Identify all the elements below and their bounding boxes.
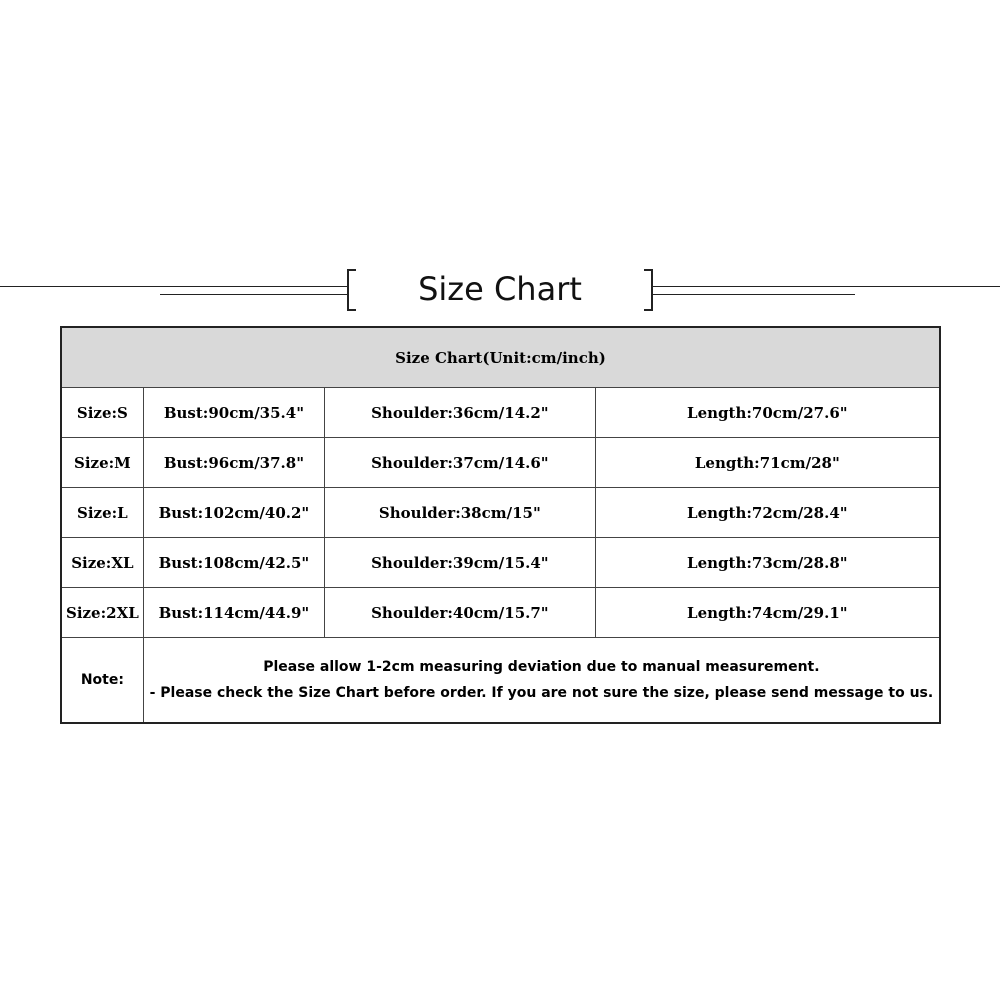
- title-rule-short-right: [653, 294, 855, 295]
- size-chart-banner: [347, 269, 653, 309]
- note-text: [143, 638, 940, 724]
- size-cell: Size:2XL: [61, 588, 143, 638]
- length-cell: Length:72cm/28.4": [595, 488, 940, 538]
- shoulder-cell: Shoulder:37cm/14.6": [325, 438, 596, 488]
- banner-bracket-right: [644, 269, 653, 311]
- note-line-1: Please allow 1-2cm measuring deviation due to manual measurement.: [263, 659, 820, 675]
- bust-cell: Bust:114cm/44.9": [143, 588, 324, 638]
- title-rule-short-left: [160, 294, 347, 295]
- bust-cell: Bust:108cm/42.5": [143, 538, 324, 588]
- length-cell: Length:73cm/28.8": [595, 538, 940, 588]
- banner-title: Size Chart: [418, 270, 582, 308]
- shoulder-cell: Shoulder:36cm/14.2": [325, 388, 596, 438]
- bust-cell: Bust:90cm/35.4": [143, 388, 324, 438]
- table-row: [61, 438, 940, 488]
- size-cell: Size:S: [61, 388, 143, 438]
- note-line-2: - Please check the Size Chart before order. If you are not sure the size, please send message to us.: [149, 685, 934, 701]
- size-cell: Size:L: [61, 488, 143, 538]
- size-cell: Size:M: [61, 438, 143, 488]
- table-header: Size Chart(Unit:cm/inch): [61, 327, 940, 388]
- table-header-row: [61, 327, 940, 388]
- note-label: Note:: [61, 638, 143, 724]
- title-rule-long-left: [0, 286, 347, 287]
- bust-cell: Bust:102cm/40.2": [143, 488, 324, 538]
- shoulder-cell: Shoulder:38cm/15": [325, 488, 596, 538]
- banner-bracket-left: [347, 269, 356, 311]
- table-row: [61, 538, 940, 588]
- table-row: [61, 588, 940, 638]
- length-cell: Length:71cm/28": [595, 438, 940, 488]
- bust-cell: Bust:96cm/37.8": [143, 438, 324, 488]
- size-chart-table: [60, 326, 941, 724]
- table-row: [61, 388, 940, 438]
- shoulder-cell: Shoulder:40cm/15.7": [325, 588, 596, 638]
- size-cell: Size:XL: [61, 538, 143, 588]
- shoulder-cell: Shoulder:39cm/15.4": [325, 538, 596, 588]
- length-cell: Length:70cm/27.6": [595, 388, 940, 438]
- note-row: [61, 638, 940, 724]
- length-cell: Length:74cm/29.1": [595, 588, 940, 638]
- table-row: [61, 488, 940, 538]
- title-rule-long-right: [653, 286, 1000, 287]
